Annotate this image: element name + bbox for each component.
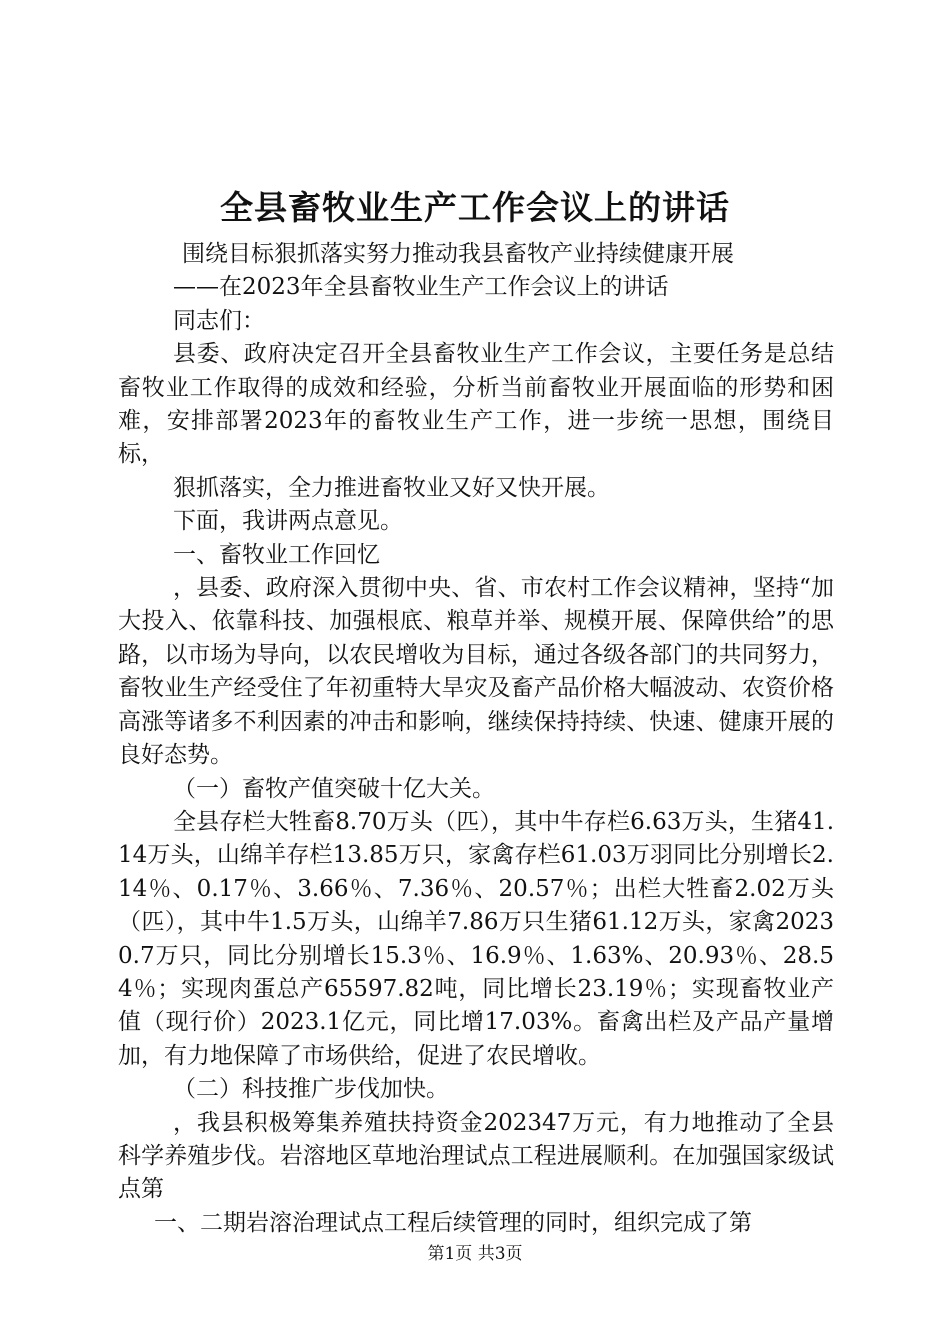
paragraph: 县委、政府决定召开全县畜牧业生产工作会议，主要任务是总结畜牧业工作取得的成效和经验，分析当前畜牧业开展面临的形势和困难，安排部署2023年的畜牧业生产工作，进一步统一思想，围绕目标，: [118, 341, 834, 468]
paragraph: 下面，我讲两点意见。: [173, 508, 403, 535]
document-body: [118, 238, 834, 1240]
paragraph: ，县委、政府深入贯彻中央、省、市农村工作会议精神，坚持“加大投入、依靠科技、加强根底、粮草并举、规模开展、保障供给”的思路，以市场为导向，以农民增收为目标，通过各级各部门的共同努力，畜牧业生产经受住了年初重特大旱灾及畜产品价格大幅波动、农资价格高涨等诸多不利因素的冲击和影响，继续保持持续、快速、健康开展的良好态势。: [118, 575, 834, 769]
paragraph: 一、二期岩溶治理试点工程后续管理的同时，组织完成了第: [154, 1209, 752, 1236]
subtitle-dash-line: ——在2023年全县畜牧业生产工作会议上的讲话: [173, 274, 669, 301]
page-number: 第1页 共3页: [427, 1244, 523, 1264]
section-heading: 一、畜牧业工作回忆: [173, 541, 380, 568]
document-title: 全县畜牧业生产工作会议上的讲话: [220, 188, 730, 227]
subtitle-line: 围绕目标狠抓落实努力推动我县畜牧产业持续健康开展: [182, 241, 734, 267]
subsection-heading: （二）科技推广步伐加快。: [173, 1076, 449, 1103]
paragraph: 狠抓落实，全力推进畜牧业又好又快开展。: [173, 474, 610, 501]
paragraph: 全县存栏大牲畜8.70万头（匹），其中牛存栏6.63万头，生猪41.14万头，山绵羊存栏13.85万只，家禽存栏61.03万羽同比分别增长2.14％、0.17％、3.66％、7.36％、20.57％；出栏大牲畜2.02万头（匹），其中牛1.5万头，山绵羊7.86万只生猪61.12万头，家禽20230.7万只，同比分别增长15.3％、16.9％、1.63%、20.93％、28.54％；实现肉蛋总产65597.82吨，同比增长23.19％；实现畜牧业产值（现行价）2023.1亿元，同比增17.03%。畜禽出栏及产品产量增加，有力地保障了市场供给，促进了农民增收。: [118, 808, 834, 1069]
salutation: 同志们：: [173, 307, 265, 334]
paragraph: ，我县积极筹集养殖扶持资金202347万元，有力地推动了全县科学养殖步伐。岩溶地区草地治理试点工程进展顺利。在加强国家级试点第: [118, 1109, 834, 1203]
subsection-heading: （一）畜牧产值突破十亿大关。: [173, 775, 495, 802]
